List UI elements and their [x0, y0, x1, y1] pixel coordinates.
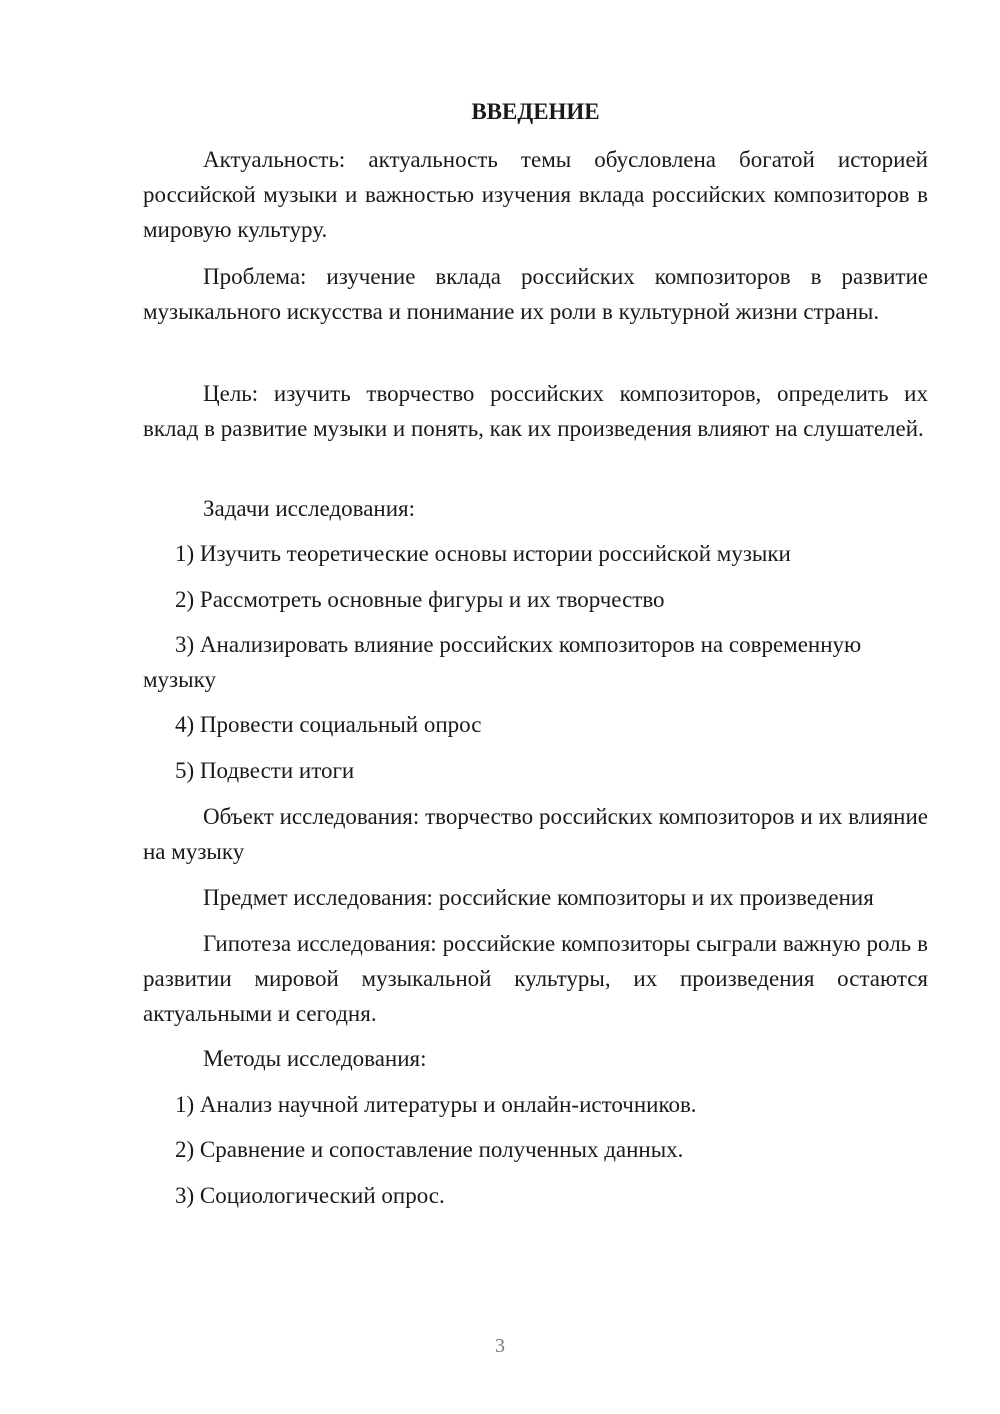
task-item: 5) Подвести итоги: [175, 758, 355, 783]
section-title: ВВЕДЕНИЕ: [471, 99, 600, 124]
page-number: 3: [495, 1335, 505, 1357]
methods-heading: Методы исследования:: [203, 1046, 427, 1071]
goal-paragraph: Цель: изучить творчество российских композиторов, определить их вклад в развитие музыки и понять, как их произведения влияют на слушателей.: [143, 381, 928, 441]
method-item: 3) Социологический опрос.: [175, 1183, 445, 1208]
task-item: 3) Анализировать влияние российских композиторов на современную музыку: [143, 632, 862, 692]
task-item: 2) Рассмотреть основные фигуры и их творчество: [175, 587, 665, 612]
relevance-paragraph: Актуальность: актуальность темы обусловлена богатой историей российской музыки и важностью изучения вклада российских композиторов в мировую культуру.: [143, 147, 928, 242]
object-paragraph: Объект исследования: творчество российских композиторов и их влияние на музыку: [143, 804, 928, 864]
task-item: 4) Провести социальный опрос: [175, 712, 482, 737]
method-item: 1) Анализ научной литературы и онлайн-источников.: [175, 1092, 697, 1117]
subject-paragraph: Предмет исследования: российские композиторы и их произведения: [203, 885, 874, 910]
tasks-heading: Задачи исследования:: [203, 496, 416, 521]
method-item: 2) Сравнение и сопоставление полученных данных.: [175, 1137, 684, 1162]
task-item: 1) Изучить теоретические основы истории российской музыки: [175, 541, 791, 566]
hypothesis-paragraph: Гипотеза исследования: российские композиторы сыграли важную роль в развитии мировой музыкальной культуры, их произведения остаются актуальными и сегодня.: [143, 931, 928, 1026]
problem-paragraph: Проблема: изучение вклада российских композиторов в развитие музыкального искусства и понимание их роли в культурной жизни страны.: [143, 264, 928, 324]
